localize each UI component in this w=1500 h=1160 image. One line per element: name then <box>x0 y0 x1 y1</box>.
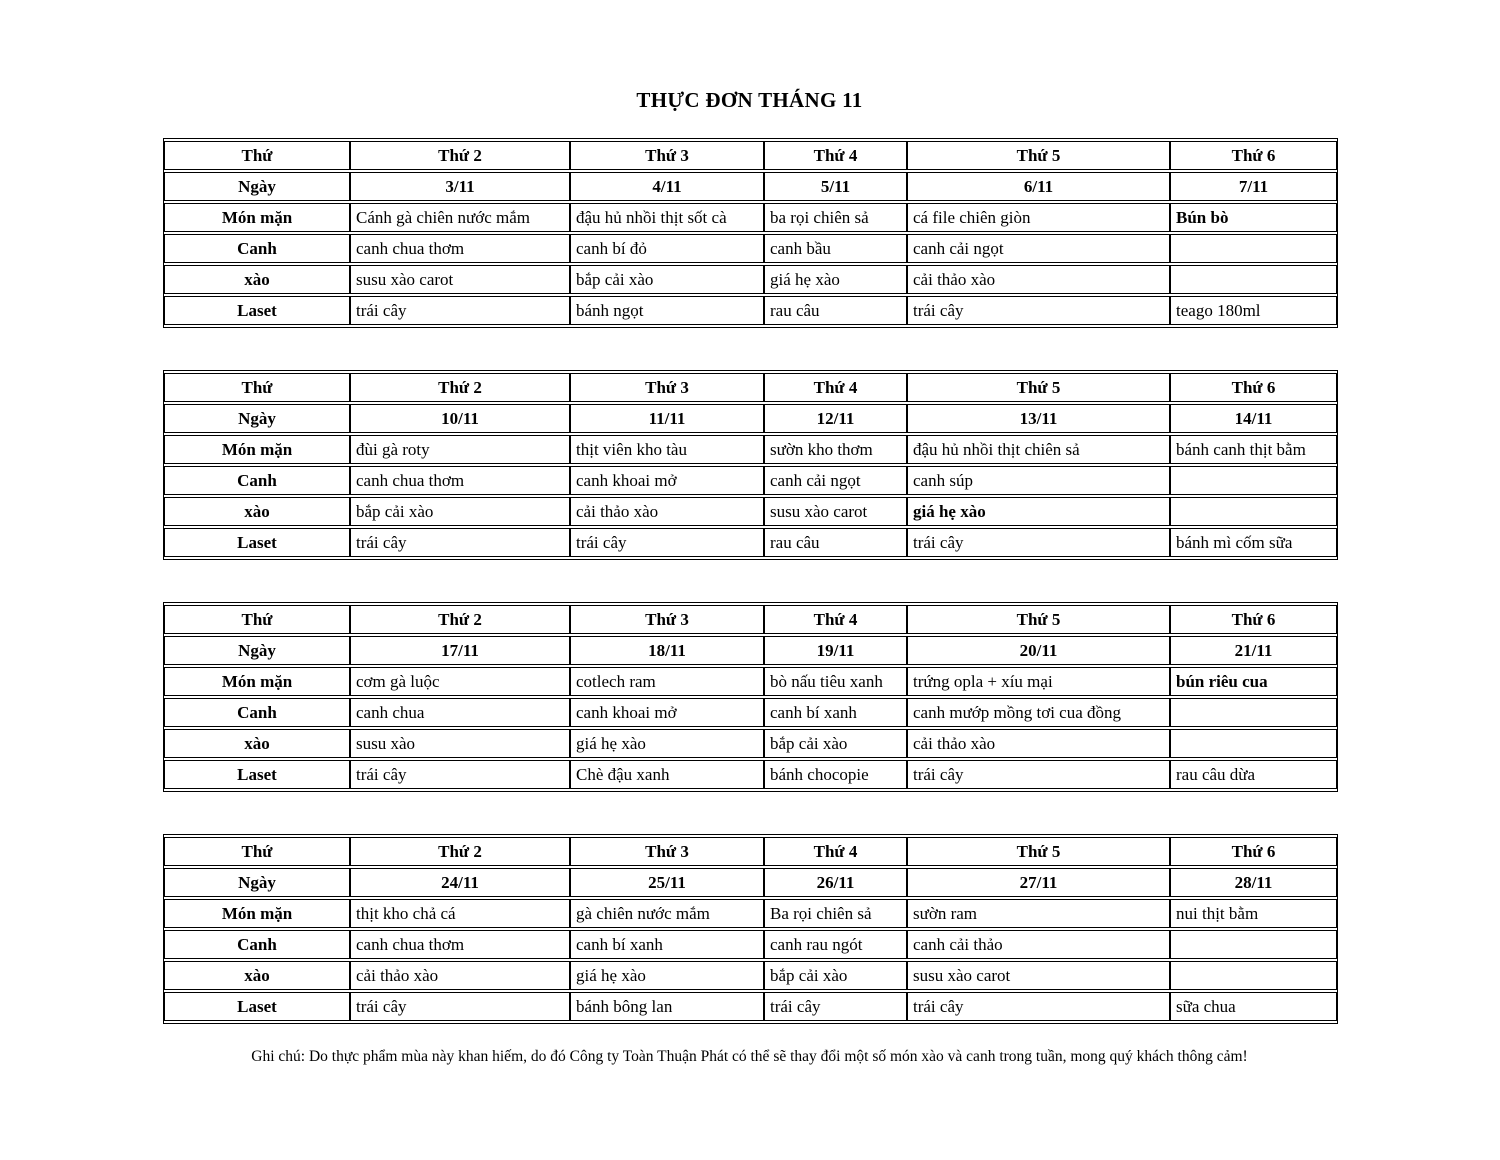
table-header-row <box>164 605 1337 634</box>
menu-cell: bánh canh thịt bằm <box>1170 435 1337 464</box>
date-row <box>164 868 1337 897</box>
date-cell: 26/11 <box>764 868 907 897</box>
menu-cell: bắp cải xào <box>764 729 907 758</box>
menu-cell: canh súp <box>907 466 1170 495</box>
menu-cell: trái cây <box>350 528 570 557</box>
menu-row <box>164 899 1337 928</box>
menu-row <box>164 667 1337 696</box>
menu-cell: cải thảo xào <box>907 265 1170 294</box>
row-label: Canh <box>164 698 350 727</box>
menu-cell <box>1170 698 1337 727</box>
date-cell: 4/11 <box>570 172 764 201</box>
menu-cell: canh cải ngọt <box>907 234 1170 263</box>
menu-cell: canh cải ngọt <box>764 466 907 495</box>
menu-cell: bánh bông lan <box>570 992 764 1021</box>
row-label: Món mặn <box>164 203 350 232</box>
menu-row <box>164 930 1337 959</box>
menu-cell: Chè đậu xanh <box>570 760 764 789</box>
menu-table-week-1 <box>163 138 1338 328</box>
day-header-cell: Thứ 5 <box>907 141 1170 170</box>
menu-cell: bún riêu cua <box>1170 667 1337 696</box>
menu-cell: canh mướp mồng tơi cua đồng <box>907 698 1170 727</box>
menu-cell <box>1170 234 1337 263</box>
menu-row <box>164 698 1337 727</box>
row-label: Ngày <box>164 636 350 665</box>
day-header-cell: Thứ <box>164 605 350 634</box>
day-header-cell: Thứ 4 <box>764 373 907 402</box>
date-cell: 21/11 <box>1170 636 1337 665</box>
menu-cell: teago 180ml <box>1170 296 1337 325</box>
row-label: Laset <box>164 992 350 1021</box>
menu-cell: bánh chocopie <box>764 760 907 789</box>
menu-cell: canh chua thơm <box>350 930 570 959</box>
menu-cell: bánh mì cốm sữa <box>1170 528 1337 557</box>
menu-cell: cơm gà luộc <box>350 667 570 696</box>
menu-cell: gà chiên nước mắm <box>570 899 764 928</box>
menu-cell: giá hẹ xào <box>907 497 1170 526</box>
menu-cell: trái cây <box>570 528 764 557</box>
menu-row <box>164 466 1337 495</box>
menu-cell: canh bí xanh <box>570 930 764 959</box>
menu-cell: rau câu <box>764 528 907 557</box>
menu-cell: rau câu dừa <box>1170 760 1337 789</box>
menu-cell: canh chua thơm <box>350 234 570 263</box>
day-header-cell: Thứ 6 <box>1170 605 1337 634</box>
date-row <box>164 172 1337 201</box>
row-label: Món mặn <box>164 899 350 928</box>
row-label: Ngày <box>164 404 350 433</box>
menu-cell: susu xào <box>350 729 570 758</box>
date-cell: 27/11 <box>907 868 1170 897</box>
date-cell: 3/11 <box>350 172 570 201</box>
date-cell: 6/11 <box>907 172 1170 201</box>
day-header-cell: Thứ 4 <box>764 837 907 866</box>
menu-cell: cải thảo xào <box>350 961 570 990</box>
menu-row <box>164 992 1337 1021</box>
date-cell: 14/11 <box>1170 404 1337 433</box>
date-cell: 20/11 <box>907 636 1170 665</box>
menu-row <box>164 961 1337 990</box>
menu-cell: trái cây <box>350 760 570 789</box>
menu-cell: canh cải thảo <box>907 930 1170 959</box>
date-cell: 10/11 <box>350 404 570 433</box>
day-header-cell: Thứ 4 <box>764 141 907 170</box>
menu-cell: bắp cải xào <box>570 265 764 294</box>
page-title: THỰC ĐƠN THÁNG 11 <box>636 88 863 112</box>
row-label: Ngày <box>164 172 350 201</box>
menu-cell: ba rọi chiên sả <box>764 203 907 232</box>
row-label: Canh <box>164 234 350 263</box>
menu-cell: đùi gà roty <box>350 435 570 464</box>
date-cell: 12/11 <box>764 404 907 433</box>
menu-cell <box>1170 265 1337 294</box>
menu-row <box>164 729 1337 758</box>
menu-row <box>164 203 1337 232</box>
row-label: xào <box>164 265 350 294</box>
menu-cell: cải thảo xào <box>570 497 764 526</box>
menu-cell: canh bí đỏ <box>570 234 764 263</box>
date-cell: 28/11 <box>1170 868 1337 897</box>
menu-cell: giá hẹ xào <box>570 729 764 758</box>
row-label: Món mặn <box>164 435 350 464</box>
menu-cell: canh chua thơm <box>350 466 570 495</box>
day-header-cell: Thứ 3 <box>570 605 764 634</box>
row-label: xào <box>164 961 350 990</box>
day-header-cell: Thứ 6 <box>1170 837 1337 866</box>
menu-row <box>164 528 1337 557</box>
menu-cell: thịt viên kho tàu <box>570 435 764 464</box>
row-label: Canh <box>164 466 350 495</box>
menu-cell: trái cây <box>350 296 570 325</box>
date-cell: 13/11 <box>907 404 1170 433</box>
menu-cell: Cánh gà chiên nước mắm <box>350 203 570 232</box>
menu-cell: rau câu <box>764 296 907 325</box>
footnote: Ghi chú: Do thực phẩm mùa này khan hiếm, do đó Công ty Toàn Thuận Phát có thể sẽ thay đổi một số món xào và canh trong tuần, mong quý khách thông cảm! <box>251 1048 1248 1065</box>
day-header-cell: Thứ 6 <box>1170 373 1337 402</box>
day-header-cell: Thứ 3 <box>570 373 764 402</box>
menu-cell: canh khoai mở <box>570 466 764 495</box>
menu-row <box>164 435 1337 464</box>
menu-cell: canh chua <box>350 698 570 727</box>
date-cell: 7/11 <box>1170 172 1337 201</box>
menu-cell: Bún bò <box>1170 203 1337 232</box>
menu-row <box>164 296 1337 325</box>
menu-row <box>164 234 1337 263</box>
menu-cell <box>1170 930 1337 959</box>
day-header-cell: Thứ 6 <box>1170 141 1337 170</box>
day-header-cell: Thứ 2 <box>350 141 570 170</box>
menu-cell: bò nấu tiêu xanh <box>764 667 907 696</box>
menu-table-week-2 <box>163 370 1338 560</box>
menu-row <box>164 265 1337 294</box>
menu-cell: giá hẹ xào <box>570 961 764 990</box>
date-cell: 11/11 <box>570 404 764 433</box>
menu-row <box>164 497 1337 526</box>
menu-cell: sườn kho thơm <box>764 435 907 464</box>
menu-cell <box>1170 497 1337 526</box>
date-cell: 18/11 <box>570 636 764 665</box>
menu-cell: trái cây <box>907 296 1170 325</box>
row-label: Laset <box>164 528 350 557</box>
day-header-cell: Thứ <box>164 141 350 170</box>
menu-cell <box>1170 729 1337 758</box>
row-label: xào <box>164 497 350 526</box>
menu-cell: đậu hủ nhồi thịt chiên sả <box>907 435 1170 464</box>
menu-cell: giá hẹ xào <box>764 265 907 294</box>
menu-cell: trứng opla + xíu mại <box>907 667 1170 696</box>
menu-cell: trái cây <box>907 528 1170 557</box>
day-header-cell: Thứ 5 <box>907 837 1170 866</box>
date-cell: 5/11 <box>764 172 907 201</box>
menu-cell: cải thảo xào <box>907 729 1170 758</box>
date-row <box>164 636 1337 665</box>
date-cell: 25/11 <box>570 868 764 897</box>
menu-cell: trái cây <box>350 992 570 1021</box>
menu-cell: trái cây <box>764 992 907 1021</box>
row-label: Món mặn <box>164 667 350 696</box>
row-label: Laset <box>164 760 350 789</box>
table-header-row <box>164 837 1337 866</box>
menu-row <box>164 760 1337 789</box>
menu-cell: canh khoai mở <box>570 698 764 727</box>
day-header-cell: Thứ 4 <box>764 605 907 634</box>
menu-cell <box>1170 466 1337 495</box>
day-header-cell: Thứ 2 <box>350 373 570 402</box>
menu-cell: sườn ram <box>907 899 1170 928</box>
menu-cell: susu xào carot <box>350 265 570 294</box>
menu-cell: nui thịt bằm <box>1170 899 1337 928</box>
day-header-cell: Thứ 5 <box>907 373 1170 402</box>
menu-table-week-3 <box>163 602 1338 792</box>
row-label: Ngày <box>164 868 350 897</box>
menu-cell: susu xào carot <box>764 497 907 526</box>
menu-cell: bánh ngọt <box>570 296 764 325</box>
day-header-cell: Thứ 2 <box>350 837 570 866</box>
menu-cell: thịt kho chả cá <box>350 899 570 928</box>
date-cell: 19/11 <box>764 636 907 665</box>
menu-cell: sữa chua <box>1170 992 1337 1021</box>
menu-table-week-4 <box>163 834 1338 1024</box>
menu-cell: canh bí xanh <box>764 698 907 727</box>
menu-cell: cá file chiên giòn <box>907 203 1170 232</box>
menu-cell: canh bầu <box>764 234 907 263</box>
row-label: xào <box>164 729 350 758</box>
day-header-cell: Thứ <box>164 837 350 866</box>
date-row <box>164 404 1337 433</box>
table-header-row <box>164 373 1337 402</box>
row-label: Laset <box>164 296 350 325</box>
day-header-cell: Thứ 3 <box>570 141 764 170</box>
day-header-cell: Thứ <box>164 373 350 402</box>
menu-cell: trái cây <box>907 992 1170 1021</box>
menu-cell: Ba rọi chiên sả <box>764 899 907 928</box>
menu-cell: bắp cải xào <box>350 497 570 526</box>
menu-cell: trái cây <box>907 760 1170 789</box>
menu-cell: đậu hủ nhồi thịt sốt cà <box>570 203 764 232</box>
menu-cell: canh rau ngót <box>764 930 907 959</box>
day-header-cell: Thứ 2 <box>350 605 570 634</box>
row-label: Canh <box>164 930 350 959</box>
day-header-cell: Thứ 3 <box>570 837 764 866</box>
date-cell: 24/11 <box>350 868 570 897</box>
menu-cell <box>1170 961 1337 990</box>
menu-cell: bắp cải xào <box>764 961 907 990</box>
table-header-row <box>164 141 1337 170</box>
document-content <box>163 0 1336 1066</box>
menu-cell: cotlech ram <box>570 667 764 696</box>
menu-cell: susu xào carot <box>907 961 1170 990</box>
date-cell: 17/11 <box>350 636 570 665</box>
day-header-cell: Thứ 5 <box>907 605 1170 634</box>
